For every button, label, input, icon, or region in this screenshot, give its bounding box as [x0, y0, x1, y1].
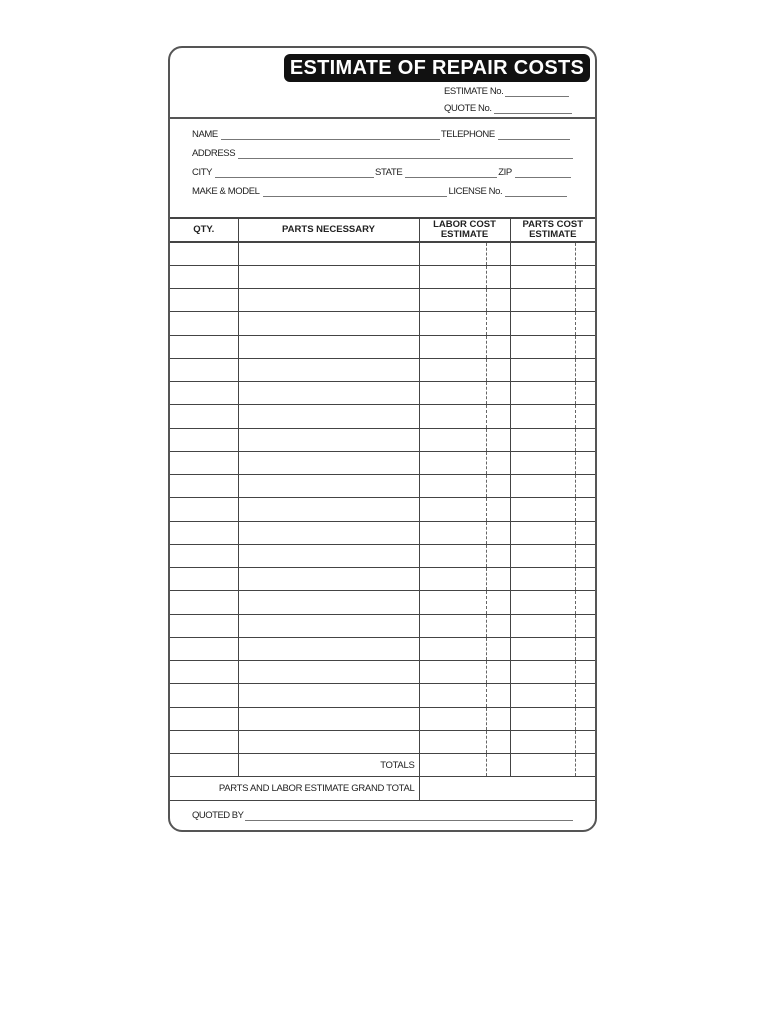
quoted-by-label: QUOTED BY: [192, 810, 244, 821]
quote-no-field[interactable]: [444, 103, 572, 114]
parts-cell[interactable]: [238, 591, 419, 614]
parts-cost-cell[interactable]: [510, 358, 595, 381]
qty-cell[interactable]: [170, 707, 238, 730]
state-line[interactable]: [405, 168, 497, 178]
quoted-by-line[interactable]: [245, 811, 573, 821]
parts-cell[interactable]: [238, 614, 419, 637]
parts-cell[interactable]: [238, 684, 419, 707]
parts-cell[interactable]: [238, 475, 419, 498]
name-label: NAME: [192, 129, 218, 140]
table-row: [170, 544, 595, 567]
labor-cost-cell[interactable]: [419, 591, 510, 614]
table-row: [170, 614, 595, 637]
parts-cell[interactable]: [238, 707, 419, 730]
quote-no-line[interactable]: [494, 104, 572, 114]
table-row: [170, 428, 595, 451]
repair-estimate-form: [168, 46, 597, 832]
table-row: [170, 568, 595, 591]
labor-cost-cell[interactable]: [419, 428, 510, 451]
parts-table: [170, 217, 595, 801]
parts-cell[interactable]: [238, 521, 419, 544]
table-row: [170, 289, 595, 312]
name-row[interactable]: [192, 129, 570, 140]
parts-cost-cell[interactable]: [510, 451, 595, 474]
license-label: LICENSE No.: [448, 186, 503, 197]
labor-cost-cell[interactable]: [419, 265, 510, 288]
zip-label: ZIP: [498, 167, 512, 178]
estimate-no-field[interactable]: [444, 86, 569, 97]
table-row: [170, 405, 595, 428]
qty-cell[interactable]: [170, 405, 238, 428]
totals-label: TOTALS: [238, 754, 419, 777]
labor-total-cell[interactable]: [419, 754, 510, 777]
city-row[interactable]: [192, 167, 571, 178]
parts-cell[interactable]: [238, 498, 419, 521]
parts-cost-cell[interactable]: [510, 498, 595, 521]
labor-cost-cell[interactable]: [419, 475, 510, 498]
qty-cell[interactable]: [170, 544, 238, 567]
col-parts-cost: PARTS COST ESTIMATE: [510, 218, 595, 242]
parts-cost-cell[interactable]: [510, 614, 595, 637]
table-row: [170, 242, 595, 265]
table-row: [170, 335, 595, 358]
table-row: [170, 475, 595, 498]
parts-cost-cell[interactable]: [510, 707, 595, 730]
parts-cell[interactable]: [238, 661, 419, 684]
labor-cost-cell[interactable]: [419, 335, 510, 358]
parts-total-cell[interactable]: [510, 754, 595, 777]
parts-cost-cell[interactable]: [510, 568, 595, 591]
quote-no-label: QUOTE No.: [444, 103, 492, 114]
parts-cost-cell[interactable]: [510, 730, 595, 753]
telephone-label: TELEPHONE: [440, 129, 495, 140]
parts-cost-cell[interactable]: [510, 428, 595, 451]
parts-cell[interactable]: [238, 335, 419, 358]
parts-cell[interactable]: [238, 544, 419, 567]
parts-cell[interactable]: [238, 451, 419, 474]
qty-cell[interactable]: [170, 614, 238, 637]
labor-cost-cell[interactable]: [419, 684, 510, 707]
labor-cost-cell[interactable]: [419, 289, 510, 312]
parts-cell[interactable]: [238, 382, 419, 405]
qty-cell[interactable]: [170, 521, 238, 544]
parts-cost-cell[interactable]: [510, 661, 595, 684]
parts-cell[interactable]: [238, 289, 419, 312]
form-title: ESTIMATE OF REPAIR COSTS: [284, 54, 590, 82]
grand-total-cell[interactable]: [419, 777, 595, 800]
table-row: [170, 521, 595, 544]
qty-cell[interactable]: [170, 265, 238, 288]
labor-cost-cell[interactable]: [419, 382, 510, 405]
qty-cell[interactable]: [170, 312, 238, 335]
estimate-no-line[interactable]: [505, 87, 569, 97]
labor-cost-cell[interactable]: [419, 707, 510, 730]
parts-cost-cell[interactable]: [510, 591, 595, 614]
parts-cost-cell[interactable]: [510, 289, 595, 312]
table-row: [170, 591, 595, 614]
grand-total-label: PARTS AND LABOR ESTIMATE GRAND TOTAL: [170, 777, 419, 800]
parts-cost-cell[interactable]: [510, 405, 595, 428]
parts-cell[interactable]: [238, 428, 419, 451]
make-model-label: MAKE & MODEL: [192, 186, 260, 197]
labor-cost-cell[interactable]: [419, 637, 510, 660]
table-row: [170, 382, 595, 405]
totals-row: [170, 754, 595, 777]
state-label: STATE: [375, 167, 403, 178]
license-line[interactable]: [505, 187, 567, 197]
parts-cost-cell[interactable]: [510, 684, 595, 707]
qty-cell[interactable]: [170, 498, 238, 521]
parts-cost-cell[interactable]: [510, 475, 595, 498]
parts-cost-cell[interactable]: [510, 312, 595, 335]
labor-cost-cell[interactable]: [419, 312, 510, 335]
labor-cost-cell[interactable]: [419, 242, 510, 265]
estimate-no-label: ESTIMATE No.: [444, 86, 504, 97]
parts-cost-cell[interactable]: [510, 265, 595, 288]
table-row: [170, 661, 595, 684]
qty-cell[interactable]: [170, 428, 238, 451]
parts-cell[interactable]: [238, 242, 419, 265]
qty-cell[interactable]: [170, 289, 238, 312]
parts-cell[interactable]: [238, 265, 419, 288]
qty-cell[interactable]: [170, 684, 238, 707]
parts-cell[interactable]: [238, 405, 419, 428]
labor-cost-cell[interactable]: [419, 730, 510, 753]
col-parts-necessary: PARTS NECESSARY: [238, 218, 419, 242]
parts-cost-cell[interactable]: [510, 544, 595, 567]
parts-cell[interactable]: [238, 358, 419, 381]
labor-cost-cell[interactable]: [419, 521, 510, 544]
telephone-line[interactable]: [498, 130, 570, 140]
table-row: [170, 730, 595, 753]
parts-cost-cell[interactable]: [510, 335, 595, 358]
parts-cost-cell[interactable]: [510, 242, 595, 265]
qty-cell[interactable]: [170, 382, 238, 405]
totals-qty-cell: [170, 754, 238, 777]
qty-cell[interactable]: [170, 568, 238, 591]
city-line[interactable]: [215, 168, 374, 178]
table-header-row: [170, 218, 595, 242]
city-label: CITY: [192, 167, 213, 178]
labor-cost-cell[interactable]: [419, 451, 510, 474]
parts-cell[interactable]: [238, 730, 419, 753]
qty-cell[interactable]: [170, 335, 238, 358]
qty-cell[interactable]: [170, 730, 238, 753]
col-labor-cost: LABOR COST ESTIMATE: [419, 218, 510, 242]
labor-cost-cell[interactable]: [419, 661, 510, 684]
qty-cell[interactable]: [170, 242, 238, 265]
address-row[interactable]: [192, 148, 573, 159]
qty-cell[interactable]: [170, 591, 238, 614]
address-line[interactable]: [238, 149, 573, 159]
header-divider: [170, 117, 595, 119]
table-row: [170, 684, 595, 707]
table-row: [170, 312, 595, 335]
qty-cell[interactable]: [170, 637, 238, 660]
table-row: [170, 265, 595, 288]
quoted-by-field[interactable]: [192, 810, 573, 821]
table-row: [170, 358, 595, 381]
labor-cost-cell[interactable]: [419, 358, 510, 381]
make-model-line[interactable]: [263, 187, 447, 197]
qty-cell[interactable]: [170, 358, 238, 381]
parts-cell[interactable]: [238, 637, 419, 660]
grand-total-row: [170, 777, 595, 800]
parts-cell[interactable]: [238, 312, 419, 335]
table-row: [170, 637, 595, 660]
zip-line[interactable]: [515, 168, 571, 178]
parts-cost-cell[interactable]: [510, 521, 595, 544]
labor-cost-cell[interactable]: [419, 498, 510, 521]
qty-cell[interactable]: [170, 661, 238, 684]
labor-cost-cell[interactable]: [419, 405, 510, 428]
labor-cost-cell[interactable]: [419, 568, 510, 591]
col-qty: QTY.: [170, 218, 238, 242]
table-row: [170, 707, 595, 730]
labor-cost-cell[interactable]: [419, 614, 510, 637]
parts-cost-cell[interactable]: [510, 637, 595, 660]
table-row: [170, 451, 595, 474]
labor-cost-cell[interactable]: [419, 544, 510, 567]
table-row: [170, 498, 595, 521]
address-label: ADDRESS: [192, 148, 236, 159]
make-model-row[interactable]: [192, 186, 567, 197]
parts-cost-cell[interactable]: [510, 382, 595, 405]
name-line[interactable]: [221, 130, 440, 140]
qty-cell[interactable]: [170, 451, 238, 474]
parts-cell[interactable]: [238, 568, 419, 591]
qty-cell[interactable]: [170, 475, 238, 498]
